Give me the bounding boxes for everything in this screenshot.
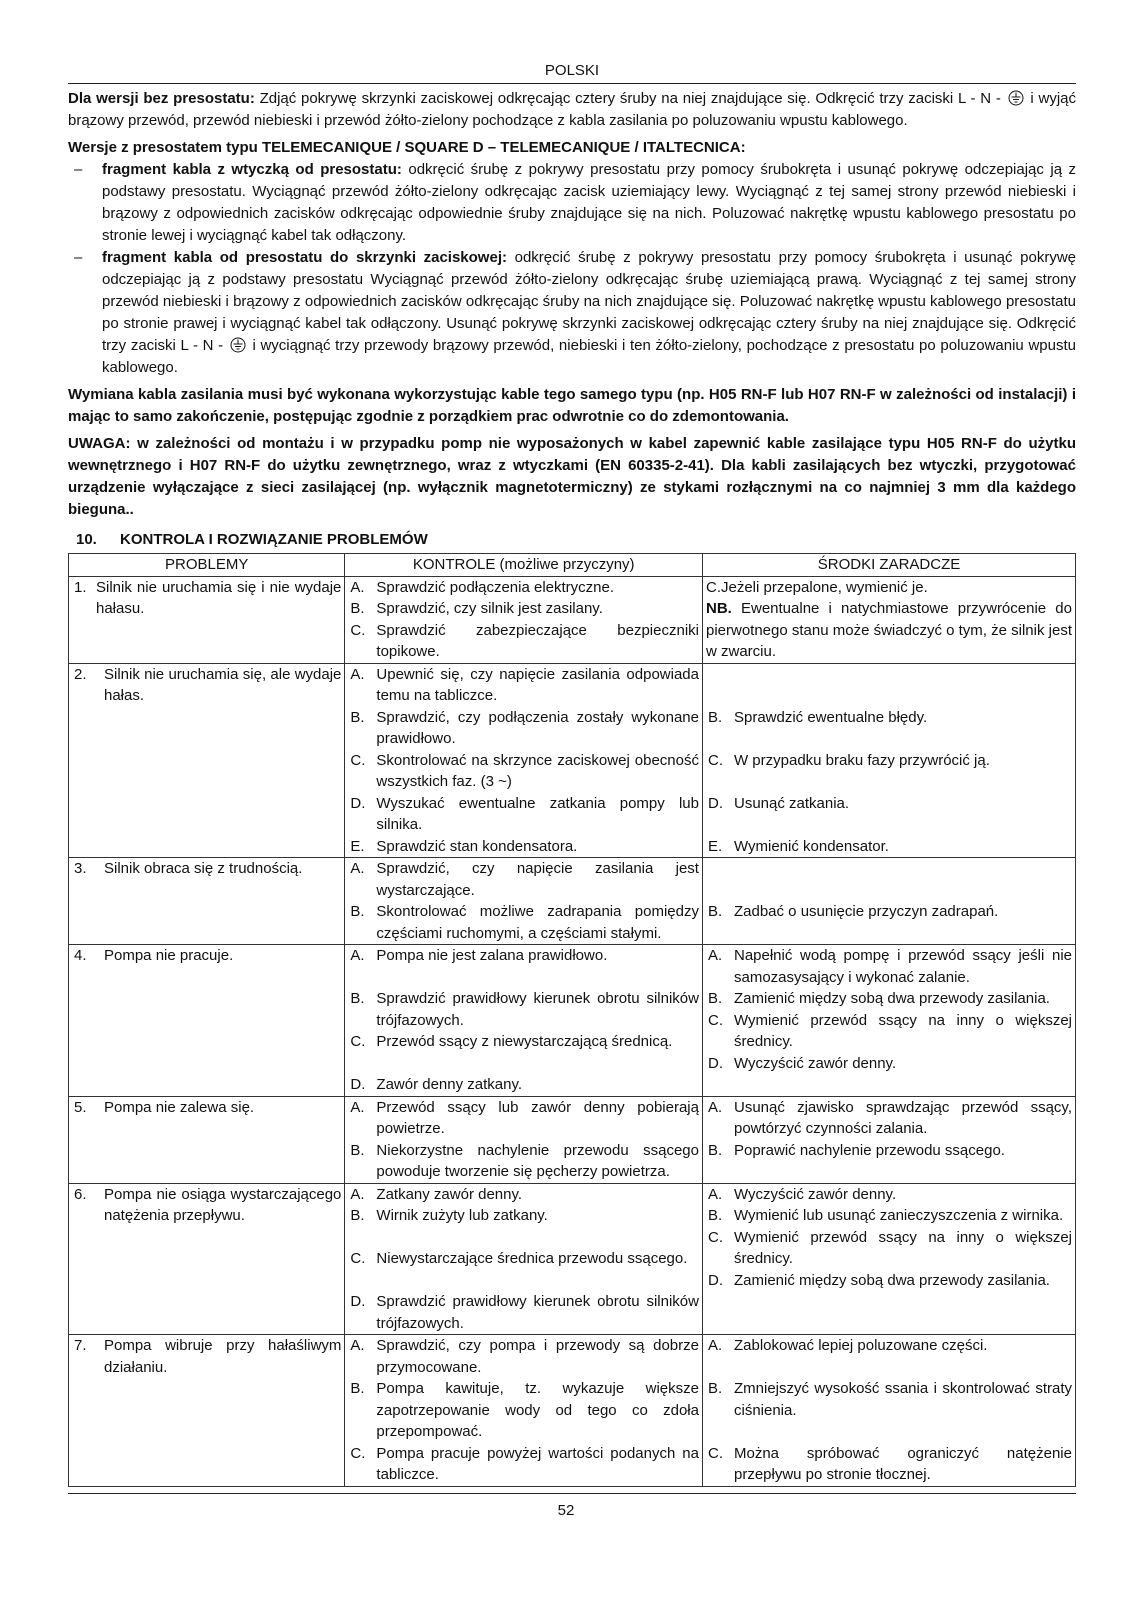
- troubleshooting-table: [68, 553, 1076, 1487]
- check-item: A. Przewód ssący lub zawór denny pobierają powietrze.: [350, 1098, 699, 1137]
- list-item: [68, 247, 1076, 379]
- item1-text: odkręcić śrubę z pokrywy presostatu przy pomocy śrubokręta i usunąć pokrywę odczepiając ją z podstawy presostatu. Wyciągnąć przewód żółto-zielony odkręcając zacisk uziemiający lewy. Wyciągnąć z tej samej strony przewód niebieski i brązowy z odpowiednich zacisków odkręcając odpowiednie śruby znajdujące się na nich. Poluzować nakrętkę wpustu kablowego presostatu po stronie lewej i wyciągnąć kabel tak odłączony.: [102, 161, 1076, 244]
- problem-cell: 7. Pompa wibruje przy hałaśliwym działaniu.: [74, 1337, 342, 1376]
- intro-text-a: Zdjąć pokrywę skrzynki zaciskowej odkręcając cztery śruby na niej znajdujące się. Odkręcić trzy zaciski L - N -: [254, 90, 1006, 107]
- check-item: B. Sprawdzić, czy silnik jest zasilany.: [350, 600, 603, 617]
- check-item: B. Skontrolować możliwe zadrapania pomiędzy częściami ruchomymi, a częściami stałymi.: [350, 903, 699, 942]
- check-item: D. Wyszukać ewentualne zatkania pompy lub silnika.: [350, 794, 699, 833]
- remedy-item: B. Zamienić między sobą dwa przewody zasilania.: [707, 990, 1050, 1007]
- cable-replacement-paragraph: Wymiana kabla zasilania musi być wykonana wykorzystując kable tego samego typu (np. H05 RN-F lub H07 RN-F w zależności od instalacji) i mając to samo zakończenie, postępując zgodnie z porządkiem prac odwrotnie co do zdemontowania.: [68, 386, 1076, 425]
- table-header-row: [69, 554, 1076, 577]
- remedy-note: NB. Ewentualne i natychmiastowe przywrócenie do pierwotnego stanu może świadczyć o tym, że silnik jest w zwarciu.: [705, 600, 1072, 660]
- earth-ground-icon: [1008, 90, 1024, 106]
- item1-bold: fragment kabla z wtyczką od presostatu:: [102, 161, 402, 178]
- problem-cell: 6. Pompa nie osiąga wystarczającego natężenia przepływu.: [74, 1185, 342, 1224]
- remedy-item: D. Usunąć zatkania.: [707, 794, 850, 812]
- remedy-item: C. Można spróbować ograniczyć natężenie przepływu po stronie tłocznej.: [707, 1444, 1072, 1483]
- remedy-item: C. Wymienić przewód ssący na inny o większej średnicy.: [707, 1011, 1072, 1050]
- section-title: KONTROLA I ROZWIĄZANIE PROBLEMÓW: [120, 531, 428, 548]
- check-item: C. Pompa pracuje powyżej wartości podanych na tabliczce.: [350, 1444, 699, 1483]
- document-page: [68, 0, 1076, 1487]
- check-item: B. Pompa kawituje, tz. wykazuje większe zapotrzepowanie wody od tego co zdoła przepompować.: [350, 1380, 699, 1440]
- check-item: E. Sprawdzić stan kondensatora.: [350, 837, 578, 855]
- check-item: B. Niekorzystne nachylenie przewodu ssącego powoduje tworzenie się pęcherzy powietrza.: [350, 1141, 699, 1180]
- remedy-item: D. Zamienić między sobą dwa przewody zasilania.: [707, 1271, 1050, 1289]
- remedy-item: B. Zmniejszyć wysokość ssania i skontrolować straty ciśnienia.: [707, 1380, 1072, 1419]
- table-row: [69, 576, 1076, 663]
- remedy-item: C. Wymienić przewód ssący na inny o większej średnicy.: [707, 1228, 1072, 1267]
- column-header: PROBLEMY: [69, 554, 345, 577]
- intro-paragraph-no-pressure-switch: [68, 88, 1076, 132]
- warning-paragraph: UWAGA: w zależności od montażu i w przypadku pomp nie wyposażonych w kabel zapewnić kable zasilające typu H05 RN-F do użytku wewnętrznego i H07 RN-F do użytku zewnętrznego, wraz z wtyczkami (EN 60335-2-41). Dla kabli zasilających bez wtyczki, przygotować urządzenie wyłączające z sieci zasilającej (np. wyłącznik magnetotermiczny) ze stykami rozłącznymi na co najmniej 3 mm dla każdego bieguna..: [68, 435, 1076, 518]
- dash-bullet: –: [74, 161, 83, 178]
- remedy-item: B. Wymienić lub usunąć zanieczyszczenia z wirnika.: [707, 1207, 1064, 1224]
- check-item: A. Upewnić się, czy napięcie zasilania odpowiada temu na tabliczce.: [350, 665, 699, 704]
- check-item: D. Sprawdzić prawidłowy kierunek obrotu silników trójfazowych.: [350, 1293, 699, 1332]
- check-item: A. Sprawdzić, czy pompa i przewody są dobrze przymocowane.: [350, 1337, 699, 1376]
- list-item: [68, 159, 1076, 247]
- check-item: D. Zawór denny zatkany.: [350, 1076, 523, 1093]
- item2-bold: fragment kabla od presostatu do skrzynki zaciskowej:: [102, 249, 507, 266]
- section-number: 10.: [76, 531, 97, 548]
- remedy-item: A. Usunąć zjawisko sprawdzając przewód ssący, powtórzyć czynności zalania.: [707, 1098, 1072, 1137]
- table-row: [69, 1183, 1076, 1335]
- table-row: [69, 663, 1076, 858]
- problem-cell: 5. Pompa nie zalewa się.: [74, 1098, 255, 1116]
- remedy-item: E. Wymienić kondensator.: [707, 837, 889, 855]
- remedy-item: A. Napełnić wodą pompę i przewód ssący jeśli nie samozasysający i wykonać zalanie.: [707, 947, 1072, 986]
- column-header: ŚRODKI ZARADCZE: [702, 554, 1075, 577]
- check-item: A. Zatkany zawór denny.: [350, 1185, 523, 1203]
- table-row: [69, 858, 1076, 945]
- remedy-item: B. Poprawić nachylenie przewodu ssącego.: [707, 1141, 1005, 1159]
- column-header: KONTROLE (możliwe przyczyny): [345, 554, 703, 577]
- check-item: C. Sprawdzić zabezpieczające bezpieczniki topikowe.: [350, 621, 699, 660]
- remedy-item: B. Zadbać o usunięcie przyczyn zadrapań.: [707, 903, 999, 920]
- page-header: POLSKI: [544, 62, 600, 79]
- check-item: C. Przewód ssący z niewystarczającą średnicą.: [350, 1033, 673, 1050]
- check-item: A. Pompa nie jest zalana prawidłowo.: [350, 947, 608, 964]
- check-item: B. Sprawdzić, czy podłączenia zostały wykonane prawidłowo.: [350, 708, 699, 747]
- check-item: C. Niewystarczające średnica przewodu ssącego.: [350, 1250, 688, 1267]
- problem-cell: 1. Silnik nie uruchamia się i nie wydaje hałasu.: [74, 578, 342, 617]
- pressure-switch-list: [68, 159, 1076, 379]
- table-row: [69, 1335, 1076, 1487]
- check-item: A. Sprawdzić, czy napięcie zasilania jest wystarczające.: [350, 860, 699, 899]
- table-row: [69, 1096, 1076, 1183]
- problem-cell: 2. Silnik nie uruchamia się, ale wydaje hałas.: [74, 665, 342, 704]
- problem-cell: 3. Silnik obraca się z trudnością.: [74, 860, 303, 877]
- header-rule: [68, 83, 1076, 84]
- remedy-item: D. Wyczyścić zawór denny.: [707, 1054, 897, 1072]
- remedy-item: B. Sprawdzić ewentualne błędy.: [707, 708, 928, 726]
- table-row: [69, 945, 1076, 1097]
- pressure-switch-heading: Wersje z presostatem typu TELEMECANIQUE / SQUARE D – TELEMECANIQUE / ITALTECNICA:: [68, 139, 746, 156]
- remedy-item: A. Zablokować lepiej poluzowane części.: [707, 1337, 988, 1354]
- intro-text-b: i wyjąć brązowy przewód, przewód niebieski i przewód żółto-zielony pochodzące z kabla zasilania po poluzowaniu wpustu kablowego.: [68, 90, 1076, 129]
- check-item: B. Sprawdzić prawidłowy kierunek obrotu silników trójfazowych.: [350, 990, 699, 1029]
- remedy-item: A. Wyczyścić zawór denny.: [707, 1185, 897, 1203]
- item2-text-b: i wyciągnąć trzy przewody brązowy przewód, niebieski i ten żółto-zielony, pochodzące z presostatu po poluzowaniu wpustu kablowego.: [102, 337, 1076, 376]
- page-number: 52: [557, 1502, 575, 1519]
- check-item: C. Skontrolować na skrzynce zaciskowej obecność wszystkich faz. (3 ~): [350, 751, 699, 790]
- earth-ground-icon: [230, 337, 246, 353]
- item2-text-a: odkręcić śrubę z pokrywy presostatu przy pomocy śrubokręta i usunąć pokrywę odczepiając ją z podstawy presostatu Wyciągnąć przewód żółto-zielony odkręcając śrubę uziemiającą prawą. Wyciągnąć z tej samej strony przewód niebieski i brązowy z odpowiednich zacisków odkręcając śruby na nich znajdujące się. Poluzować nakrętkę wpustu kablowego presostatu po stronie prawej i wyciągnąć kabel tak odłączony. Usunąć pokrywę skrzynki zaciskowej odkręcając cztery śruby na niej znajdujące się. Odkręcić trzy zaciski L - N -: [102, 249, 1076, 354]
- check-item: B. Wirnik zużyty lub zatkany.: [350, 1207, 548, 1224]
- intro-bold: Dla wersji bez presostatu:: [68, 90, 255, 107]
- remedy-item: C. W przypadku braku fazy przywrócić ją.: [707, 751, 990, 769]
- remedy-item: C.Jeżeli przepalone, wymienić je.: [705, 578, 928, 596]
- problem-cell: 4. Pompa nie pracuje.: [74, 947, 234, 964]
- footer-rule: [68, 1493, 1076, 1494]
- section-heading: [68, 529, 1076, 551]
- check-item: A. Sprawdzić podłączenia elektryczne.: [350, 578, 615, 596]
- dash-bullet: –: [74, 249, 83, 266]
